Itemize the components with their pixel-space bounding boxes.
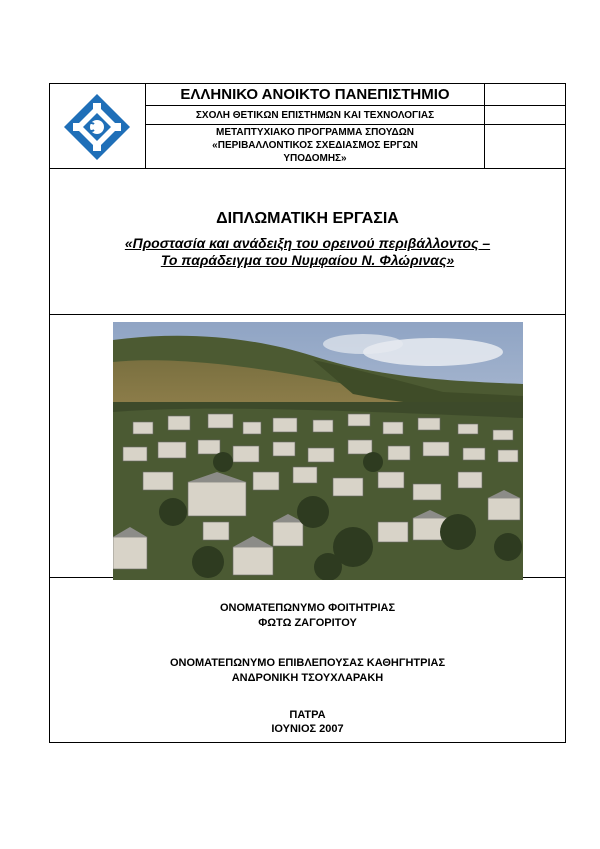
student-name: ΦΩΤΩ ΖΑΓΟΡΙΤΟΥ [258,617,357,629]
place-date-block [50,708,565,736]
header-text-cell [146,84,484,168]
subtitle-line-1: «Προστασία και ανάδειξη του ορεινού περιβάλλοντος – [124,235,491,251]
university-logo-icon [50,84,145,168]
empty-row-2 [485,106,566,125]
university-name: ΕΛΛΗΝΙΚΟ ΑΝΟΙΚΤΟ ΠΑΝΕΠΙΣΤΗΜΙΟ [146,84,484,106]
subtitle-line-2: Το παράδειγμα του Νυμφαίου Ν. Φλώρινας» [160,252,455,268]
village-photo [113,322,523,580]
date: ΙΟΥΝΙΟΣ 2007 [271,723,344,735]
city: ΠΑΤΡΑ [289,709,326,721]
cover-frame [49,83,566,743]
program-name [146,126,484,165]
program-line-1: ΜΕΤΑΠΤΥΧΙΑΚΟ ΠΡΟΓΡΑΜΜΑ ΣΠΟΥΔΩΝ [216,127,414,138]
supervisor-name: ΑΝΔΡΟΝΙΚΗ ΤΣΟΥΧΛΑΡΑΚΗ [231,672,384,684]
photo-section [50,315,565,578]
logo-cell [50,84,146,168]
program-line-3: ΥΠΟΔΟΜΗΣ» [283,153,347,164]
header-table [50,84,565,169]
title-section [50,168,565,315]
school-name: ΣΧΟΛΗ ΘΕΤΙΚΩΝ ΕΠΙΣΤΗΜΩΝ ΚΑΙ ΤΕΧΝΟΛΟΓΙΑΣ [146,106,484,125]
supervisor-block [50,656,565,686]
supervisor-label: ΟΝΟΜΑΤΕΠΩΝΥΜΟ ΕΠΙΒΛΕΠΟΥΣΑΣ ΚΑΘΗΓΗΤΡΙΑΣ [169,657,446,669]
header-empty-cell [484,84,566,168]
empty-row-1 [485,84,566,106]
student-label: ΟΝΟΜΑΤΕΠΩΝΥΜΟ ΦΟΙΤΗΤΡΙΑΣ [219,602,396,614]
thesis-heading: ΔΙΠΛΩΜΑΤΙΚΗ ΕΡΓΑΣΙΑ [216,210,399,227]
student-block [50,601,565,631]
thesis-subtitle [50,235,565,269]
program-line-2: «ΠΕΡΙΒΑΛΛΟΝΤΙΚΟΣ ΣΧΕΔΙΑΣΜΟΣ ΕΡΓΩΝ [212,140,418,151]
info-section [50,578,565,742]
